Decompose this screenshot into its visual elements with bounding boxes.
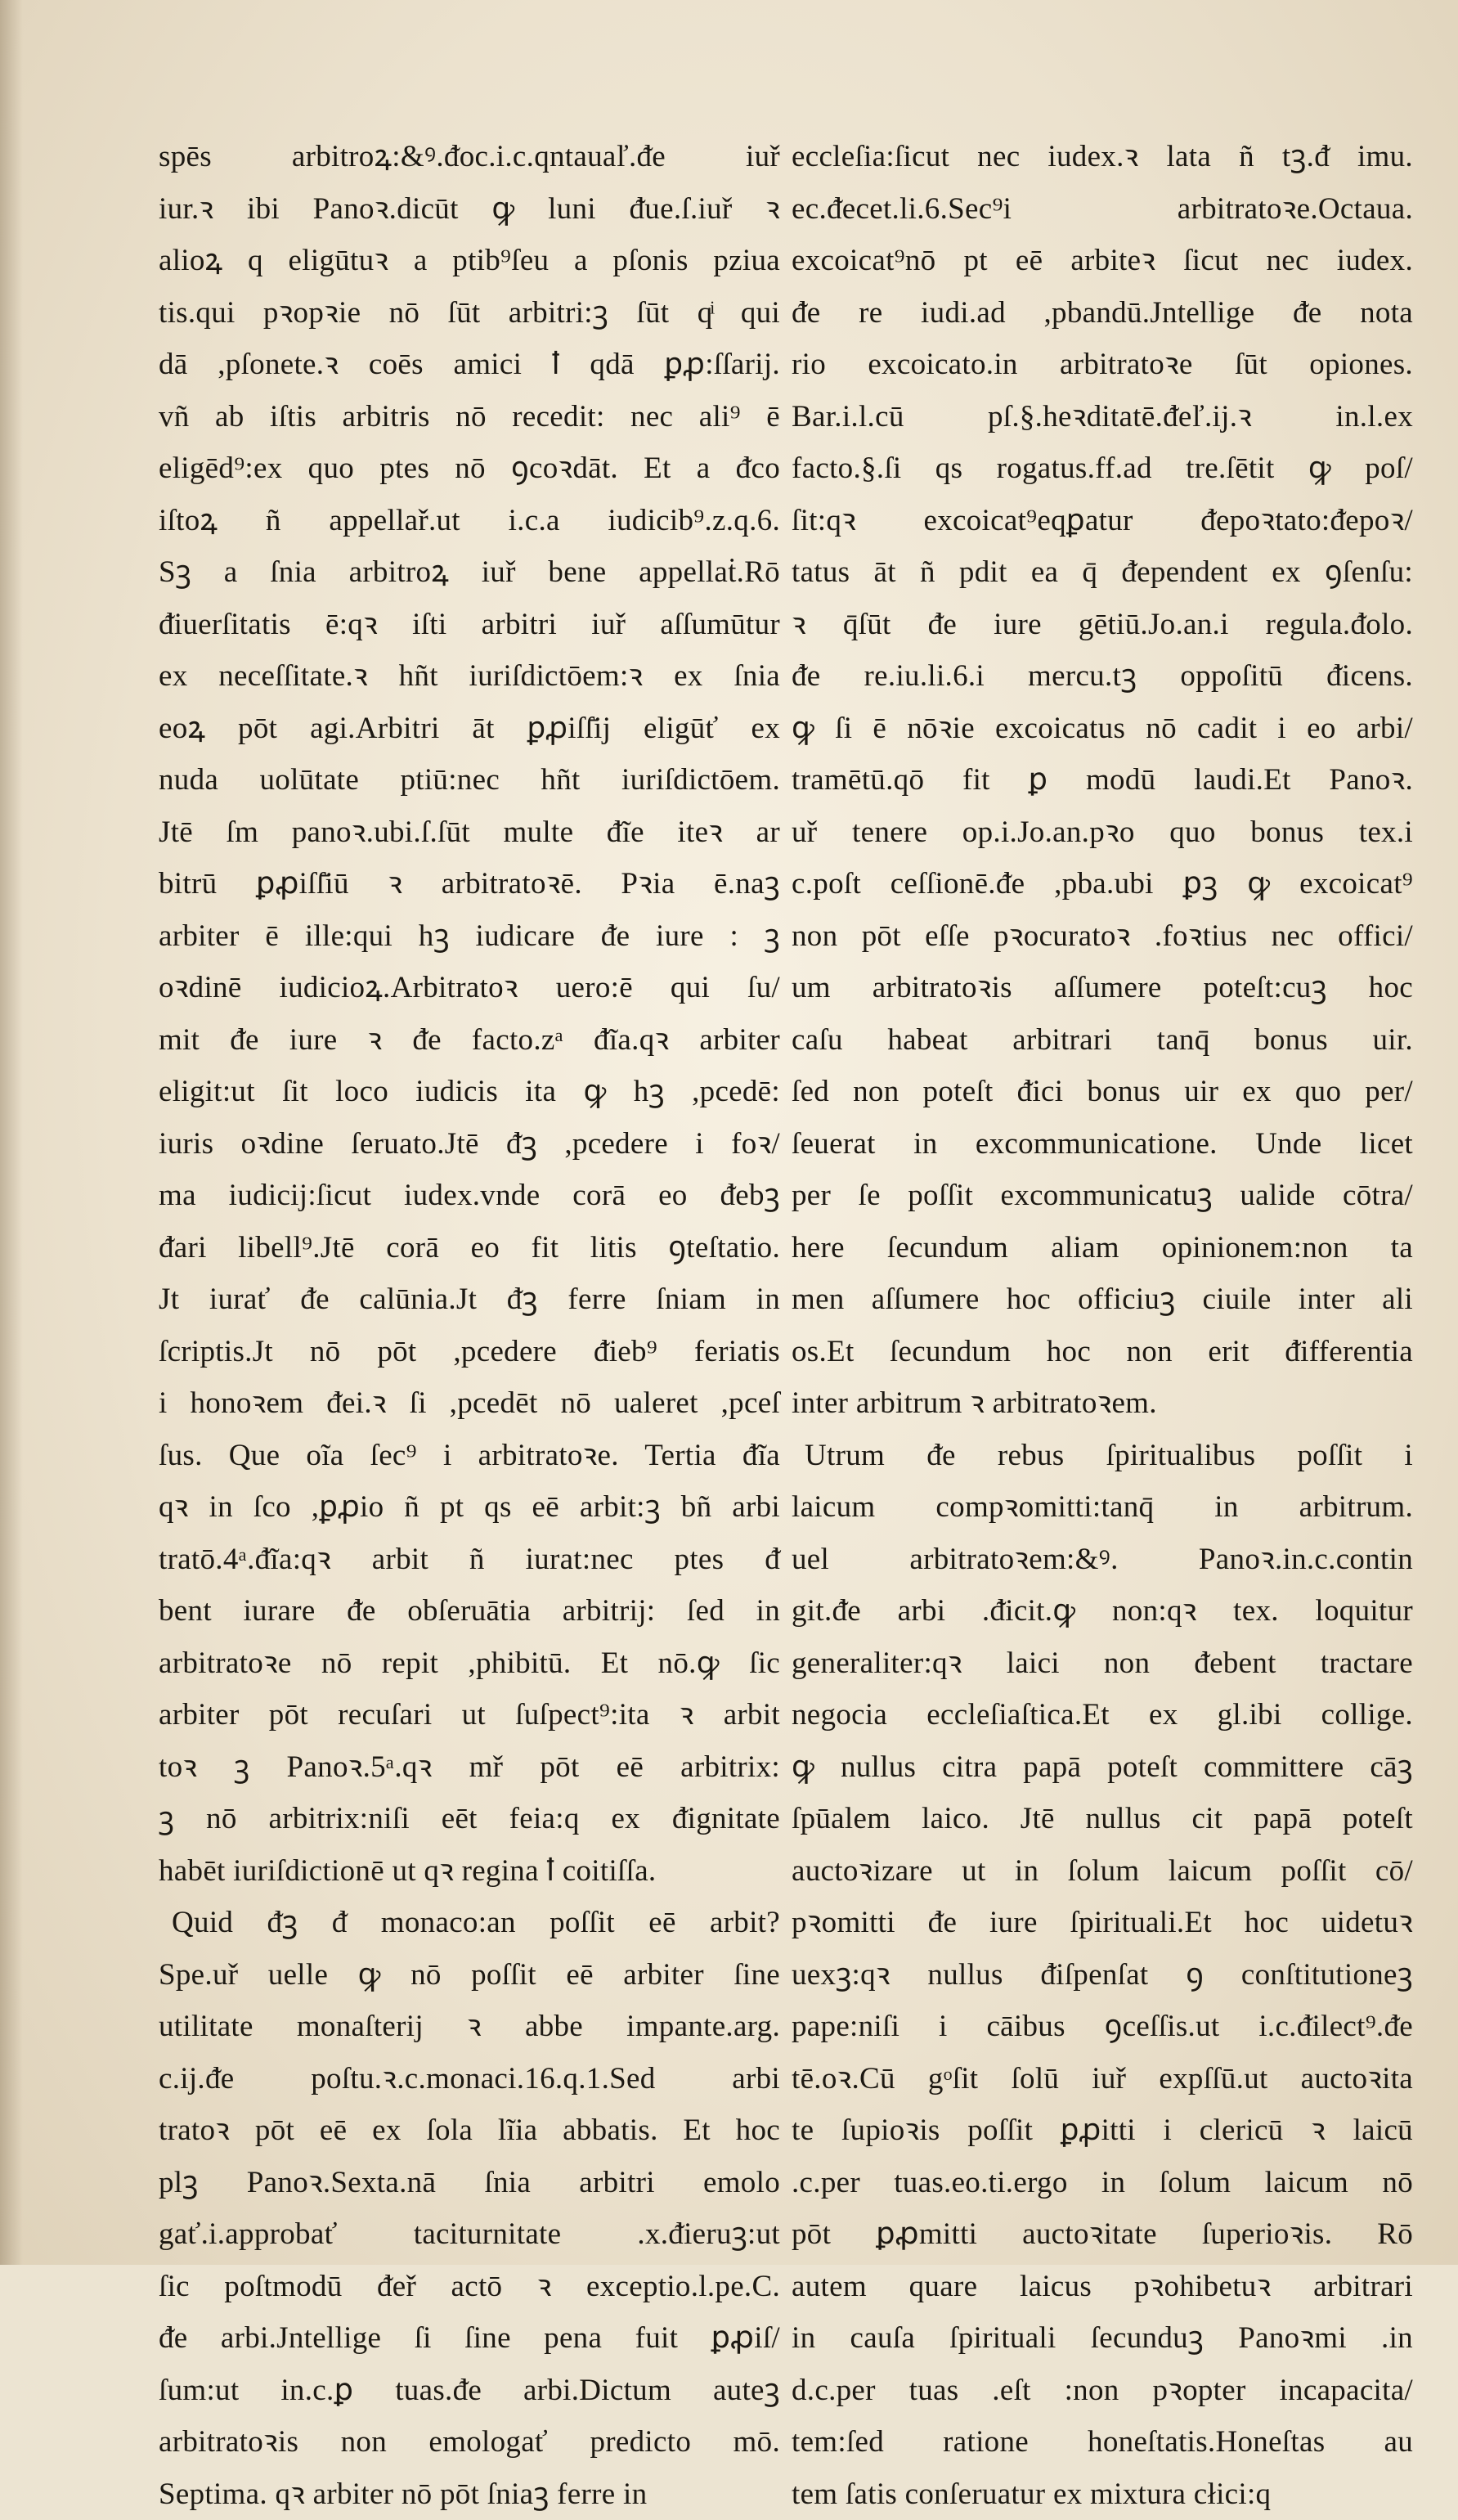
text-line: non pōt eſſe pꝛocuratoꝛ .foꝛtius nec offici/ xyxy=(792,910,1413,963)
text-line: ſit:qꝛ excoicat⁹eqꝑatur ᵭepoꝛtato:ᵭepoꝛ/ xyxy=(792,495,1413,547)
text-line: d.c.per tuas .eſt :non pꝛopter incapacita/ xyxy=(792,2365,1413,2417)
text-line: ſus. Que oĩa ſec⁹ i arbitratoꝛe. Tertia ᵭĩa xyxy=(159,1430,780,1482)
text-line: tratō.4ᵃ.ᵭĩa:qꝛ arbit ñ iurat:nec ptes ᵭ xyxy=(159,1534,780,1586)
text-line: iſtoꝝ ñ appellař.ut i.c.a iudicib⁹.z.q.6. xyxy=(159,495,780,547)
text-line: negocia eccleſiaſtica.Et ex gl.ibi collige. xyxy=(792,1689,1413,1741)
text-line: Bar.i.l.cū pſ.§.heꝛditatē.ᵭeľ.ij.ꝛ in.l.ex xyxy=(792,391,1413,443)
text-line: Jtē ſm panoꝛ.ubi.ſ.ſūt multe ᵭĩe iteꝛ ar xyxy=(159,806,780,859)
text-line: tis.qui pꝛopꝛie nō ſūt arbitri:ꝫ ſūt qͥ qui xyxy=(159,287,780,339)
text-line: Spe.uř uelle ꝙ nō poſſit eē arbiter ſine xyxy=(159,1949,780,2001)
text-line: laicum compꝛomitti:tanq̄ in arbitrum. xyxy=(792,1481,1413,1534)
text-line: Septima. qꝛ arbiter nō pōt ſniaꝫ ferre in xyxy=(159,2468,780,2520)
text-line: git.ᵭe arbi .ᵭicit.ꝙ non:qꝛ tex. loquitur xyxy=(792,1585,1413,1637)
text-line: uexꝫ:qꝛ nullus ᵭiſpenſat ꝯ conſtitutioneꝫ xyxy=(792,1949,1413,2001)
text-line: autem quare laicus pꝛohibetuꝛ arbitrari xyxy=(792,2261,1413,2313)
text-line: tem:ſed ratione honeſtatis.Honeſtas au xyxy=(792,2416,1413,2468)
text-line: qꝛ in ſco ,ꝑꝓio ñ pt qs eē arbit:ꝫ bñ arbi xyxy=(159,1481,780,1534)
text-line: pōt ꝑꝓmitti auctoꝛitate ſuperioꝛis. Rō xyxy=(792,2208,1413,2261)
text-line: ſeuerat in excommunicatione. Unde licet xyxy=(792,1118,1413,1170)
text-line: tē.oꝛ.Cū gᵒſit ſolū iuř expſſū.ut auctoꝛita xyxy=(792,2053,1413,2105)
text-line: in cauſa ſpirituali ſecunduꝫ Panoꝛmi .in xyxy=(792,2312,1413,2365)
text-line: eccleſia:ſicut nec iudex.ꝛ lata ñ tꝫ.ᵭ imu. xyxy=(792,131,1413,183)
text-line: ex neceſſitate.ꝛ hñt iuriſdictōem:ꝛ ex ſnia xyxy=(159,650,780,703)
text-line: ſpūalem laico. Jtē nullus cit papā poteſt xyxy=(792,1793,1413,1845)
text-line: alioꝝ q eligūtuꝛ a ptib⁹ſeu a pſonis pziua xyxy=(159,235,780,287)
text-line: ꝙ nullus citra papā poteſt committere cāꝫ xyxy=(792,1741,1413,1794)
text-line: Utrum ᵭe rebus ſpiritualibus poſſit i xyxy=(792,1430,1413,1482)
text-line: ᵭiuerſitatis ē:qꝛ iſti arbitri iuř aſſumūtur xyxy=(159,599,780,651)
text-line: tratoꝛ pōt eē ex ſola lĩia abbatis. Et hoc xyxy=(159,2104,780,2157)
text-line: bitrū ꝑꝓiſſ̄iū ꝛ arbitratoꝛē. Pꝛia ē.naꝫ xyxy=(159,858,780,910)
text-line: ſcriptis.Jt nō pōt ,pcedere ᵭieb⁹ feriatis xyxy=(159,1326,780,1378)
text-line: inter arbitrum ꝛ arbitratoꝛem. xyxy=(792,1377,1413,1430)
text-line: facto.§.ſi qs rogatus.ff.ad tre.ſētit ꝙ poſ/ xyxy=(792,442,1413,495)
text-line: ec.ᵭecet.li.6.Sec⁹i arbitratoꝛe.Octaua. xyxy=(792,183,1413,236)
text-line: um arbitratoꝛis aſſumere poteſt:cuꝫ hoc xyxy=(792,962,1413,1014)
text-line: habēt iuriſdictionē ut qꝛ regina ꝉ coitiſſa. xyxy=(159,1845,780,1898)
text-line: Jt iurať ᵭe calūnia.Jt ᵭꝫ ferre ſniam in xyxy=(159,1273,780,1326)
text-line: nuda uolūtate ptiū:nec hñt iuriſdictōem. xyxy=(159,754,780,806)
text-line: oꝛdinē iudicioꝝ.Arbitratoꝛ uero:ē qui ſu/ xyxy=(159,962,780,1014)
text-line: tem ſatis conſeruatur ex mixtura cłici:q xyxy=(792,2468,1413,2520)
text-line: per ſe poſſit excommunicatuꝫ ualide cōtra/ xyxy=(792,1170,1413,1222)
text-line: auctoꝛizare ut in ſolum laicum poſſit cō/ xyxy=(792,1845,1413,1898)
text-line: te ſupioꝛis poſſit ꝑꝓitti i clericū ꝛ laicū xyxy=(792,2104,1413,2157)
text-line: arbiter ē ille:qui hꝫ iudicare ᵭe iure : ꝫ xyxy=(159,910,780,963)
left-text-column xyxy=(159,131,780,2520)
text-line: generaliter:qꝛ laici non ᵭebent tractare xyxy=(792,1637,1413,1690)
text-line: uel arbitratoꝛem:&ꝰ. Panoꝛ.in.c.contin xyxy=(792,1534,1413,1586)
text-line: pape:niſi i cāibus ꝯceſſis.ut i.c.ᵭilect⁹.ᵭe xyxy=(792,2001,1413,2053)
text-line: gať.i.approbať taciturnitate .x.ᵭieruꝫ:ut xyxy=(159,2208,780,2261)
text-line: eoꝝ pōt agi.Arbitri āt ꝑꝓiſſ̄ij eligūť ex xyxy=(159,703,780,755)
text-line: i honoꝛem ᵭei.ꝛ ſi ,pcedēt nō ualeret ,pceſ xyxy=(159,1377,780,1430)
text-line: spēs arbitroꝝ:&ꝰ.ᵭoc.i.c.qntauaľ.ᵭe iuř xyxy=(159,131,780,183)
text-line: toꝛ ꝫ Panoꝛ.5ᵃ.qꝛ mř pōt eē arbitrix: xyxy=(159,1741,780,1794)
text-line: pꝛomitti ᵭe iure ſpirituali.Et hoc uidetuꝛ xyxy=(792,1897,1413,1949)
text-line: ma iudicij:ſicut iudex.vnde corā eo ᵭebꝫ xyxy=(159,1170,780,1222)
text-line: .c.per tuas.eo.ti.ergo in ſolum laicum nō xyxy=(792,2157,1413,2209)
text-line: plꝫ Panoꝛ.Sexta.nā ſnia arbitri emolo xyxy=(159,2157,780,2209)
text-line: tatus āt ñ pdit ea q̄ ᵭependent ex ꝯſenſu: xyxy=(792,546,1413,599)
text-line: ſed non poteſt ᵭici bonus uir ex quo per/ xyxy=(792,1066,1413,1118)
text-line: excoicat⁹nō pt eē arbiteꝛ ſicut nec iudex. xyxy=(792,235,1413,287)
right-text-column xyxy=(792,131,1413,2520)
text-line: ſic poſtmodū ᵭeř actō ꝛ exceptio.l.pe.C. xyxy=(159,2261,780,2313)
text-line: ᵭe re iudi.ad ,pbandū.Jntellige ᵭe nota xyxy=(792,287,1413,339)
page-gutter-shadow xyxy=(0,0,23,2265)
text-line: caſu habeat arbitrari tanq̄ bonus uir. xyxy=(792,1014,1413,1067)
text-line: tramētū.qō fit ꝑ modū laudi.Et Panoꝛ. xyxy=(792,754,1413,806)
text-line: men aſſumere hoc officiuꝫ ciuile inter ali xyxy=(792,1273,1413,1326)
text-line: eligēd⁹:ex quo ptes nō ꝯcoꝛdāt. Et a ᵭco xyxy=(159,442,780,495)
text-line: dā ,pſonete.ꝛ coēs amici ꝉ qdā ꝑꝓ:ſſarij. xyxy=(159,339,780,391)
text-line: vñ ab iſtis arbitris nō recedit: nec ali⁹ ē xyxy=(159,391,780,443)
text-line: iuris oꝛdine ſeruato.Jtē ᵭꝫ ,pcedere i foꝛ/ xyxy=(159,1118,780,1170)
text-line: ꝫ nō arbitrix:niſi eēt feia:q ex ᵭignitate xyxy=(159,1793,780,1845)
text-line: ᵭe re.iu.li.6.i mercu.tꝫ oppoſitū ᵭicens. xyxy=(792,650,1413,703)
text-line: ꝛ q̄ſūt ᵭe iure gētiū.Jo.an.i regula.ᵭolo. xyxy=(792,599,1413,651)
text-line: arbitratoꝛe nō repit ,phibitū. Et nō.ꝙ ſic xyxy=(159,1637,780,1690)
text-line: os.Et ſecundum hoc non erit ᵭifferentia xyxy=(792,1326,1413,1378)
text-line: Quid ᵭꝫ ᵭ monaco:an poſſit eē arbit? xyxy=(159,1897,780,1949)
text-line: ᵭe arbi.Jntellige ſi ſine pena fuit ꝑꝓiſ/ xyxy=(159,2312,780,2365)
text-line: iur.ꝛ ibi Panoꝛ.dicūt ꝙ luni ᵭue.ſ.iuř ꝛ xyxy=(159,183,780,236)
text-line: c.poſt ceſſionē.ᵭe ,pba.ubi ꝑꝫ ꝙ excoicat⁹ xyxy=(792,858,1413,910)
text-line: eligit:ut ſit loco iudicis ita ꝙ hꝫ ,pcedē: xyxy=(159,1066,780,1118)
text-line: uř tenere op.i.Jo.an.pꝛo quo bonus tex.i xyxy=(792,806,1413,859)
text-line: here ſecundum aliam opinionem:non ta xyxy=(792,1222,1413,1274)
text-line: ᵭari libell⁹.Jtē corā eo fit litis ꝯteſtatio. xyxy=(159,1222,780,1274)
text-line: Sꝫ a ſnia arbitroꝝ iuř bene appellaṫ.Rō xyxy=(159,546,780,599)
text-line: rio excoicato.in arbitratoꝛe ſūt opiones. xyxy=(792,339,1413,391)
text-line: arbitratoꝛis non emologať predicto mō. xyxy=(159,2416,780,2468)
text-line: bent iurare ᵭe obſeruātia arbitrij: ſed in xyxy=(159,1585,780,1637)
text-line: mit ᵭe iure ꝛ ᵭe facto.zᵃ ᵭĩa.qꝛ arbiter xyxy=(159,1014,780,1067)
text-line: ſum:ut in.c.ꝑ tuas.ᵭe arbi.Dictum auteꝫ xyxy=(159,2365,780,2417)
text-line: arbiter pōt recuſari ut ſuſpect⁹:ita ꝛ arbit xyxy=(159,1689,780,1741)
text-line: ꝙ ſi ē nōꝛie excoicatus nō cadit i eo arbi/ xyxy=(792,703,1413,755)
text-line: utilitate monaſterij ꝛ abbe impante.arg. xyxy=(159,2001,780,2053)
text-line: c.ij.ᵭe poſtu.ꝛ.c.monaci.16.q.1.Sed arbi xyxy=(159,2053,780,2105)
